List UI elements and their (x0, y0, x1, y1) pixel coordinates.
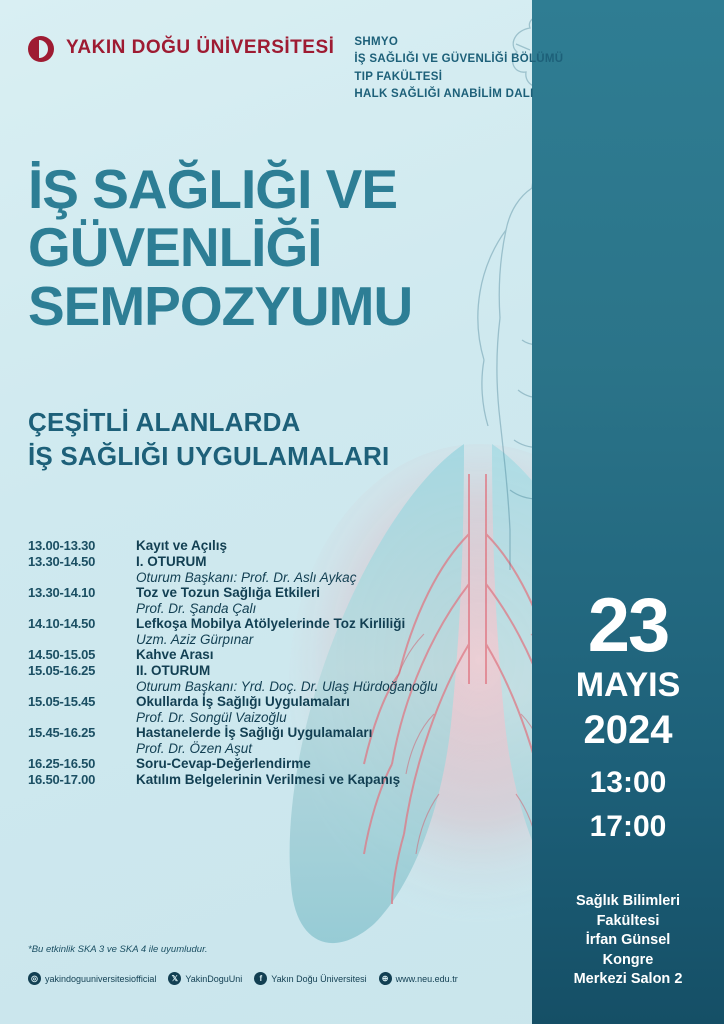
social-item-instagram[interactable] (28, 972, 156, 985)
venue-line: Sağlık Bilimleri (576, 893, 680, 909)
program-speaker: Prof. Dr. Şanda Çalı (136, 601, 257, 616)
program-title: Kahve Arası (136, 647, 214, 662)
venue-line: Merkezi Salon 2 (573, 971, 683, 988)
program-speaker: Prof. Dr. Özen Aşut (136, 741, 253, 756)
social-handle: YakinDoguUni (185, 973, 243, 984)
program-item (28, 538, 528, 553)
subtitle-line: İŞ SAĞLIĞI UYGULAMALARI (28, 441, 390, 472)
program-title: Okullarda İş Sağlığı Uygulamaları (136, 694, 350, 709)
program-title: II. OTURUM (136, 663, 211, 678)
department-line: HALK SAĞLIĞI ANABİLİM DALI (354, 88, 534, 101)
department-line: SHMYO (354, 36, 399, 48)
footnote: *Bu etkinlik SKA 3 ve SKA 4 ile uyumludur. (28, 944, 208, 955)
program-time: 15.45-16.25 (28, 725, 96, 740)
program-time: 14.10-14.50 (28, 616, 96, 631)
program-item (28, 772, 528, 787)
event-day: 23 (587, 583, 669, 668)
department-line: TIP FAKÜLTESİ (354, 70, 443, 83)
event-month: MAYIS (575, 666, 681, 704)
program-time: 13.00-13.30 (28, 538, 96, 553)
title-line: SEMPOZYUMU (28, 274, 413, 337)
social-handle: yakindoguuniversitesiofficial (45, 973, 157, 984)
program-time: 13.30-14.10 (28, 585, 96, 600)
venue-line: İrfan Günsel (585, 932, 671, 949)
social-item-x[interactable] (168, 972, 242, 985)
program-time: 13.30-14.50 (28, 554, 96, 569)
program-title: Kayıt ve Açılış (136, 538, 228, 553)
university-name: YAKIN DOĞU ÜNİVERSİTESİ (66, 37, 335, 58)
program-schedule (28, 538, 528, 788)
program-item (28, 694, 528, 709)
event-venue (540, 892, 716, 990)
subtitle-line: ÇEŞİTLİ ALANLARDA (28, 407, 301, 437)
venue-line: Kongre (602, 951, 654, 968)
venue-line: Fakültesi (596, 912, 660, 929)
program-item (28, 725, 528, 740)
program-title: Katılım Belgelerinin Verilmesi ve Kapanış (136, 772, 401, 787)
program-time: 14.50-15.05 (28, 647, 96, 662)
program-time: 16.50-17.00 (28, 772, 96, 787)
program-time: 15.05-15.45 (28, 694, 96, 709)
event-year: 2024 (583, 708, 673, 752)
poster-title (28, 160, 528, 335)
program-item (28, 554, 528, 569)
program-title: Lefkoşa Mobilya Atölyelerinde Toz Kirliliği (136, 616, 406, 631)
globe-icon: ⊕ (379, 972, 392, 985)
facebook-icon: f (254, 972, 267, 985)
social-item-facebook[interactable] (254, 972, 366, 985)
program-item (28, 647, 528, 662)
program-speaker: Prof. Dr. Songül Vaizoğlu (136, 710, 287, 725)
poster-subtitle (28, 405, 528, 474)
department-line: İŞ SAĞLIĞI VE GÜVENLİĞİ BÖLÜMÜ (354, 53, 564, 66)
program-chair: Oturum Başkanı: Prof. Dr. Aslı Aykaç (136, 570, 357, 585)
x-twitter-icon: 𝕏 (168, 972, 181, 985)
social-bar (28, 972, 464, 985)
social-handle: www.neu.edu.tr (395, 973, 458, 984)
program-item (28, 756, 528, 771)
title-line: İŞ SAĞLIĞI VE (28, 158, 398, 220)
crescent-logo-icon (28, 36, 54, 62)
title-line: GÜVENLİĞİ (28, 216, 322, 279)
program-title: I. OTURUM (136, 554, 207, 569)
program-speaker: Uzm. Aziz Gürpınar (136, 632, 254, 647)
program-chair: Oturum Başkanı: Yrd. Doç. Dr. Ulaş Hürdoğanoğlu (136, 679, 438, 694)
program-time: 15.05-16.25 (28, 663, 96, 678)
program-title: Soru-Cevap-Değerlendirme (136, 756, 311, 771)
program-item (28, 585, 528, 600)
program-title: Toz ve Tozun Sağlığa Etkileri (136, 585, 321, 600)
program-item (28, 616, 528, 631)
event-details-content (532, 0, 724, 1024)
social-item-website[interactable] (379, 972, 458, 985)
social-handle: Yakın Doğu Üniversitesi (271, 973, 367, 984)
program-time: 16.25-16.50 (28, 756, 96, 771)
program-item (28, 663, 528, 678)
event-end-time: 17:00 (589, 810, 667, 843)
instagram-icon: ◎ (28, 972, 41, 985)
event-start-time: 13:00 (589, 766, 667, 799)
program-title: Hastanelerde İş Sağlığı Uygulamaları (136, 725, 373, 740)
poster-header (28, 34, 563, 104)
